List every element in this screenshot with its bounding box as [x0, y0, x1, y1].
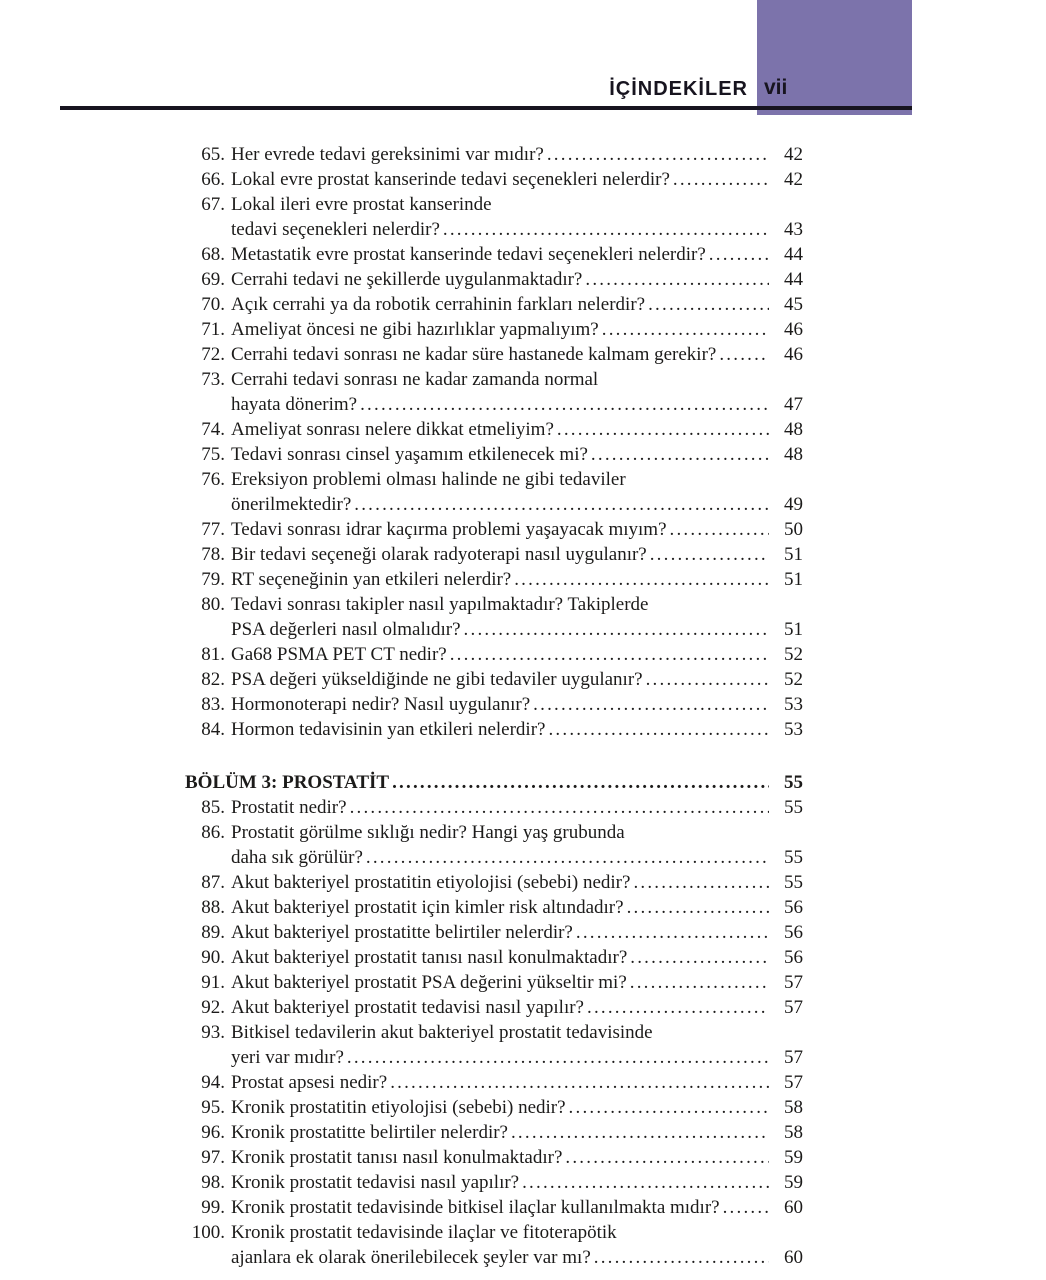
toc-entry-line	[231, 317, 803, 342]
toc-entry-line	[231, 442, 803, 467]
toc-entry-line	[231, 367, 803, 392]
toc-entry-line	[231, 642, 803, 667]
dot-leader	[587, 995, 769, 1020]
dot-leader	[557, 417, 769, 442]
toc-page-number: 57	[784, 1072, 803, 1093]
toc-entry-text: Kronik prostatit tedavisinde ilaçlar ve fitoterapötik	[231, 1222, 617, 1243]
toc-entry	[185, 267, 803, 292]
toc-page-number: 56	[784, 897, 803, 918]
toc-entry	[185, 820, 803, 870]
dot-leader	[354, 492, 769, 517]
toc-entry-body	[231, 367, 803, 417]
toc-entry-body	[231, 667, 803, 692]
toc-page-number: 49	[784, 494, 803, 515]
toc-entry	[185, 467, 803, 517]
toc-entry-number: 76.	[201, 469, 225, 490]
toc-entry-body	[231, 167, 803, 192]
toc-entry-text: Hormonoterapi nedir? Nasıl uygulanır?	[231, 694, 531, 715]
toc-entry-number: 69.	[201, 269, 225, 290]
toc-entry-text: Cerrahi tedavi ne şekillerde uygulanmaktadır?	[231, 269, 583, 290]
toc-entry-number: 65.	[201, 144, 225, 165]
toc-entry-text: Ereksiyon problemi olması halinde ne gibi tedaviler	[231, 469, 626, 490]
toc-entry-body	[231, 517, 803, 542]
toc-entry-line	[231, 795, 803, 820]
toc-entry-text: yeri var mıdır?	[231, 1047, 344, 1068]
dot-leader	[360, 392, 769, 417]
toc-entry	[185, 167, 803, 192]
toc-entry-text: Kronik prostatitte belirtiler nelerdir?	[231, 1122, 508, 1143]
toc-entry	[185, 517, 803, 542]
toc-entry-body	[231, 1195, 803, 1220]
dot-leader	[673, 167, 769, 192]
toc-entry-number: 68.	[201, 244, 225, 265]
toc-entry-line	[231, 542, 803, 567]
toc-entry	[185, 717, 803, 742]
toc-entry-body	[231, 292, 803, 317]
page-title: İÇİNDEKİLER	[609, 78, 748, 100]
toc-entry	[185, 920, 803, 945]
toc-entry-body	[231, 592, 803, 642]
toc-page-number: 55	[784, 772, 803, 793]
toc-list	[185, 142, 803, 1270]
toc-entry-body	[231, 567, 803, 592]
toc-page-number: 57	[784, 997, 803, 1018]
toc-entry-line	[231, 217, 803, 242]
toc-entry-text: Tedavi sonrası idrar kaçırma problemi yaşayacak mıyım?	[231, 519, 667, 540]
toc-entry-body	[231, 192, 803, 242]
toc-entry	[185, 1095, 803, 1120]
toc-page-number: 58	[784, 1097, 803, 1118]
toc-entry-text: Lokal evre prostat kanserinde tedavi seçenekleri nelerdir?	[231, 169, 670, 190]
toc-entry-body	[231, 1145, 803, 1170]
toc-entry	[185, 795, 803, 820]
toc-entry	[185, 692, 803, 717]
toc-entry	[185, 417, 803, 442]
toc-entry-text: Ameliyat öncesi ne gibi hazırlıklar yapmalıyım?	[231, 319, 599, 340]
toc-entry-number: 77.	[201, 519, 225, 540]
toc-entry	[185, 1170, 803, 1195]
toc-page-number: 44	[784, 244, 803, 265]
toc-page-number: 53	[784, 719, 803, 740]
dot-leader	[630, 970, 769, 995]
toc-entry-number: 91.	[201, 972, 225, 993]
toc-entry	[185, 667, 803, 692]
toc-entry-number: 75.	[201, 444, 225, 465]
toc-page-number: 55	[784, 847, 803, 868]
toc-entry-line	[231, 142, 803, 167]
toc-entry-line	[231, 1145, 803, 1170]
toc-entry-line	[231, 667, 803, 692]
toc-entry-body	[231, 417, 803, 442]
toc-section-line	[185, 770, 803, 795]
toc-entry	[185, 192, 803, 242]
toc-entry-line	[231, 1020, 803, 1045]
toc-entry-number: 92.	[201, 997, 225, 1018]
dot-leader	[533, 692, 769, 717]
toc-entry-body	[231, 317, 803, 342]
toc-entry-line	[231, 617, 803, 642]
toc-entry-number: 67.	[201, 194, 225, 215]
dot-leader	[719, 342, 769, 367]
toc-entry-line	[231, 845, 803, 870]
toc-page-number: 44	[784, 269, 803, 290]
toc-entry-number: 72.	[201, 344, 225, 365]
dot-leader	[723, 1195, 769, 1220]
dot-leader	[585, 267, 769, 292]
toc-entry-text: Cerrahi tedavi sonrası ne kadar süre hastanede kalmam gerekir?	[231, 344, 717, 365]
toc-entry-body	[231, 642, 803, 667]
dot-leader	[450, 642, 769, 667]
toc-entry-text: PSA değerleri nasıl olmalıdır?	[231, 619, 461, 640]
dot-leader	[627, 895, 769, 920]
dot-leader	[565, 1145, 769, 1170]
toc-entry	[185, 870, 803, 895]
toc-entry-number: 71.	[201, 319, 225, 340]
toc-entry-line	[231, 492, 803, 517]
toc-entry-number: 74.	[201, 419, 225, 440]
toc-entry-body	[231, 467, 803, 517]
dot-leader	[648, 292, 769, 317]
dot-leader	[366, 845, 769, 870]
dot-leader	[464, 617, 769, 642]
toc-page-number: 59	[784, 1172, 803, 1193]
toc-entry-body	[231, 142, 803, 167]
toc-entry-number: 85.	[201, 797, 225, 818]
toc-entry-text: ajanlara ek olarak önerilebilecek şeyler var mı?	[231, 1247, 591, 1268]
toc-entry-line	[231, 467, 803, 492]
toc-entry	[185, 142, 803, 167]
toc-entry-number: 73.	[201, 369, 225, 390]
dot-leader	[548, 717, 769, 742]
toc-section-row	[185, 770, 803, 795]
toc-entry-text: Cerrahi tedavi sonrası ne kadar zamanda normal	[231, 369, 599, 390]
toc-entry-text: Metastatik evre prostat kanserinde tedavi seçenekleri nelerdir?	[231, 244, 706, 265]
toc-entry-text: Ameliyat sonrası nelere dikkat etmeliyim?	[231, 419, 554, 440]
dot-leader	[511, 1120, 769, 1145]
toc-page-number: 51	[784, 544, 803, 565]
toc-page-number: 55	[784, 872, 803, 893]
toc-entry-body	[231, 1070, 803, 1095]
toc-entry	[185, 442, 803, 467]
dot-leader	[392, 770, 769, 795]
toc-entry-body	[231, 945, 803, 970]
toc-entry	[185, 1195, 803, 1220]
toc-entry-line	[231, 167, 803, 192]
toc-entry-body	[231, 895, 803, 920]
toc-entry	[185, 317, 803, 342]
toc-entry-line	[231, 1245, 803, 1270]
toc-page-number: 50	[784, 519, 803, 540]
toc-entry-number: 99.	[201, 1197, 225, 1218]
toc-page-number: 57	[784, 972, 803, 993]
toc-entry-number: 97.	[201, 1147, 225, 1168]
toc-page-number: 42	[784, 144, 803, 165]
toc-page-number: 56	[784, 922, 803, 943]
toc-entry	[185, 367, 803, 417]
toc-entry-line	[231, 1095, 803, 1120]
toc-entry-line	[231, 292, 803, 317]
toc-entry	[185, 642, 803, 667]
toc-entry-text: Kronik prostatit tedavisi nasıl yapılır?	[231, 1172, 520, 1193]
toc-entry-number: 86.	[201, 822, 225, 843]
toc-entry-line	[231, 945, 803, 970]
toc-entry-text: Akut bakteriyel prostatit tedavisi nasıl yapılır?	[231, 997, 584, 1018]
toc-entry	[185, 1070, 803, 1095]
toc-entry-body	[231, 970, 803, 995]
dot-leader	[650, 542, 769, 567]
toc-entry-text: Kronik prostatit tedavisinde bitkisel ilaçlar kullanılmakta mıdır?	[231, 1197, 720, 1218]
toc-page-number: 42	[784, 169, 803, 190]
dot-leader	[569, 1095, 769, 1120]
toc-entry-text: hayata dönerim?	[231, 394, 358, 415]
dot-leader	[709, 242, 769, 267]
dot-leader	[591, 442, 769, 467]
toc-entry-text: Prostatit görülme sıklığı nedir? Hangi yaş grubunda	[231, 822, 625, 843]
toc-entry-line	[231, 895, 803, 920]
toc-entry-line	[231, 1120, 803, 1145]
dot-leader	[522, 1170, 769, 1195]
toc-entry-number: 88.	[201, 897, 225, 918]
toc-entry-text: daha sık görülür?	[231, 847, 363, 868]
toc-entry-number: 83.	[201, 694, 225, 715]
dot-leader	[443, 217, 769, 242]
toc-entry-text: Hormon tedavisinin yan etkileri nelerdir?	[231, 719, 546, 740]
toc-entry-number: 87.	[201, 872, 225, 893]
toc-entry-text: Her evrede tedavi gereksinimi var mıdır?	[231, 144, 544, 165]
dot-leader	[390, 1070, 769, 1095]
toc-entry-number: 79.	[201, 569, 225, 590]
toc-entry-number: 80.	[201, 594, 225, 615]
toc-entry	[185, 1020, 803, 1070]
toc-entry-line	[231, 717, 803, 742]
toc-entry-line	[231, 1070, 803, 1095]
toc-entry-line	[231, 1195, 803, 1220]
toc-entry-text: Kronik prostatit tanısı nasıl konulmaktadır?	[231, 1147, 563, 1168]
toc-entry-line	[231, 342, 803, 367]
toc-entry-number: 81.	[201, 644, 225, 665]
toc-entry-number: 82.	[201, 669, 225, 690]
toc-entry-number: 96.	[201, 1122, 225, 1143]
toc-entry-body	[231, 995, 803, 1020]
toc-entry	[185, 970, 803, 995]
toc-entry-line	[231, 242, 803, 267]
toc-entry-text: Tedavi sonrası cinsel yaşamım etkilenecek mi?	[231, 444, 588, 465]
toc-entry-body	[231, 442, 803, 467]
toc-entry	[185, 292, 803, 317]
toc-entry-text: önerilmektedir?	[231, 494, 352, 515]
toc-entry-number: 89.	[201, 922, 225, 943]
toc-entry-body	[231, 1120, 803, 1145]
toc-entry-number: 94.	[201, 1072, 225, 1093]
toc-entry-text: Prostatit nedir?	[231, 797, 347, 818]
toc-section-label: BÖLÜM 3: PROSTATİT	[185, 772, 390, 793]
toc-entry-line	[231, 920, 803, 945]
toc-entry-line	[231, 1220, 803, 1245]
dot-leader	[670, 517, 769, 542]
toc-entry-number: 66.	[201, 169, 225, 190]
toc-page-number: 57	[784, 1047, 803, 1068]
toc-page-number: 46	[784, 319, 803, 340]
toc-entry-text: Bir tedavi seçeneği olarak radyoterapi nasıl uygulanır?	[231, 544, 647, 565]
toc-entry-line	[231, 820, 803, 845]
toc-entry-body	[231, 242, 803, 267]
toc-entry-number: 95.	[201, 1097, 225, 1118]
toc-entry-line	[231, 592, 803, 617]
toc-entry-body	[231, 1020, 803, 1070]
toc-entry-line	[231, 692, 803, 717]
toc-page-number: 48	[784, 419, 803, 440]
toc-entry-text: PSA değeri yükseldiğinde ne gibi tedaviler uygulanır?	[231, 669, 643, 690]
toc-page-number: 53	[784, 694, 803, 715]
toc-entry-number: 70.	[201, 294, 225, 315]
toc-page-number: 48	[784, 444, 803, 465]
toc-entry-body	[231, 795, 803, 820]
toc-page-number: 59	[784, 1147, 803, 1168]
toc-entry-line	[231, 417, 803, 442]
toc-page-number: 45	[784, 294, 803, 315]
toc-entry-body	[231, 692, 803, 717]
toc-page-number: 60	[784, 1247, 803, 1268]
toc-entry	[185, 242, 803, 267]
toc-entry	[185, 342, 803, 367]
toc-entry-text: Akut bakteriyel prostatit için kimler risk altındadır?	[231, 897, 624, 918]
dot-leader	[547, 142, 769, 167]
toc-entry-number: 93.	[201, 1022, 225, 1043]
dot-leader	[646, 667, 769, 692]
toc-entry-text: Akut bakteriyel prostatit tanısı nasıl konulmaktadır?	[231, 947, 628, 968]
toc-entry-line	[231, 192, 803, 217]
toc-entry-body	[231, 267, 803, 292]
dot-leader	[514, 567, 769, 592]
folio-page-number: vii	[764, 76, 788, 99]
toc-entry	[185, 1220, 803, 1270]
toc-entry-body	[231, 342, 803, 367]
toc-entry-body	[231, 920, 803, 945]
dot-leader	[594, 1245, 769, 1270]
toc-entry-body	[231, 1170, 803, 1195]
dot-leader	[633, 870, 769, 895]
toc-entry-number: 100.	[191, 1222, 225, 1243]
toc-entry-line	[231, 970, 803, 995]
toc-entry-text: Akut bakteriyel prostatitte belirtiler nelerdir?	[231, 922, 573, 943]
toc-entry-line	[231, 517, 803, 542]
toc-entry-body	[231, 717, 803, 742]
toc-entry-line	[231, 995, 803, 1020]
toc-entry-line	[231, 870, 803, 895]
toc-page-number: 51	[784, 569, 803, 590]
toc-entry-line	[231, 1170, 803, 1195]
toc-entry-text: RT seçeneğinin yan etkileri nelerdir?	[231, 569, 512, 590]
toc-entry-body	[231, 1220, 803, 1270]
toc-entry-text: Bitkisel tedavilerin akut bakteriyel prostatit tedavisinde	[231, 1022, 653, 1043]
toc-entry-text: Ga68 PSMA PET CT nedir?	[231, 644, 447, 665]
dot-leader	[576, 920, 769, 945]
toc-entry	[185, 1145, 803, 1170]
toc-page-number: 52	[784, 644, 803, 665]
toc-page-number: 60	[784, 1197, 803, 1218]
toc-page-number: 43	[784, 219, 803, 240]
toc-entry-text: Akut bakteriyel prostatitin etiyolojisi (sebebi) nedir?	[231, 872, 631, 893]
toc-entry	[185, 895, 803, 920]
toc-entry-number: 84.	[201, 719, 225, 740]
toc-entry-line	[231, 567, 803, 592]
toc-entry-line	[231, 1045, 803, 1070]
toc-entry-text: Kronik prostatitin etiyolojisi (sebebi) nedir?	[231, 1097, 566, 1118]
toc-entry-line	[231, 267, 803, 292]
toc-entry-number: 78.	[201, 544, 225, 565]
toc-entry-text: Tedavi sonrası takipler nasıl yapılmaktadır? Takiplerde	[231, 594, 649, 615]
dot-leader	[602, 317, 769, 342]
toc-entry-body	[231, 542, 803, 567]
toc-entry	[185, 567, 803, 592]
toc-entry-text: tedavi seçenekleri nelerdir?	[231, 219, 440, 240]
toc-entry-body	[231, 870, 803, 895]
toc-page-number: 51	[784, 619, 803, 640]
toc-entry-text: Prostat apsesi nedir?	[231, 1072, 388, 1093]
toc-entry	[185, 945, 803, 970]
toc-entry-body	[231, 820, 803, 870]
toc-page-number: 58	[784, 1122, 803, 1143]
toc-page-number: 52	[784, 669, 803, 690]
toc-page-number: 55	[784, 797, 803, 818]
toc-page-number: 46	[784, 344, 803, 365]
toc-page-number: 47	[784, 394, 803, 415]
toc-entry-line	[231, 392, 803, 417]
toc-entry-body	[231, 1095, 803, 1120]
toc-page-number: 56	[784, 947, 803, 968]
toc-entry	[185, 995, 803, 1020]
toc-entry	[185, 1120, 803, 1145]
toc-entry	[185, 542, 803, 567]
toc-entry-number: 90.	[201, 947, 225, 968]
toc-entry-text: Akut bakteriyel prostatit PSA değerini yükseltir mi?	[231, 972, 627, 993]
toc-entry	[185, 592, 803, 642]
toc-entry-text: Açık cerrahi ya da robotik cerrahinin farkları nelerdir?	[231, 294, 646, 315]
dot-leader	[630, 945, 769, 970]
dot-leader	[347, 1045, 769, 1070]
dot-leader	[350, 795, 769, 820]
toc-entry-number: 98.	[201, 1172, 225, 1193]
toc-entry-text: Lokal ileri evre prostat kanserinde	[231, 194, 492, 215]
header-rule	[60, 106, 912, 110]
